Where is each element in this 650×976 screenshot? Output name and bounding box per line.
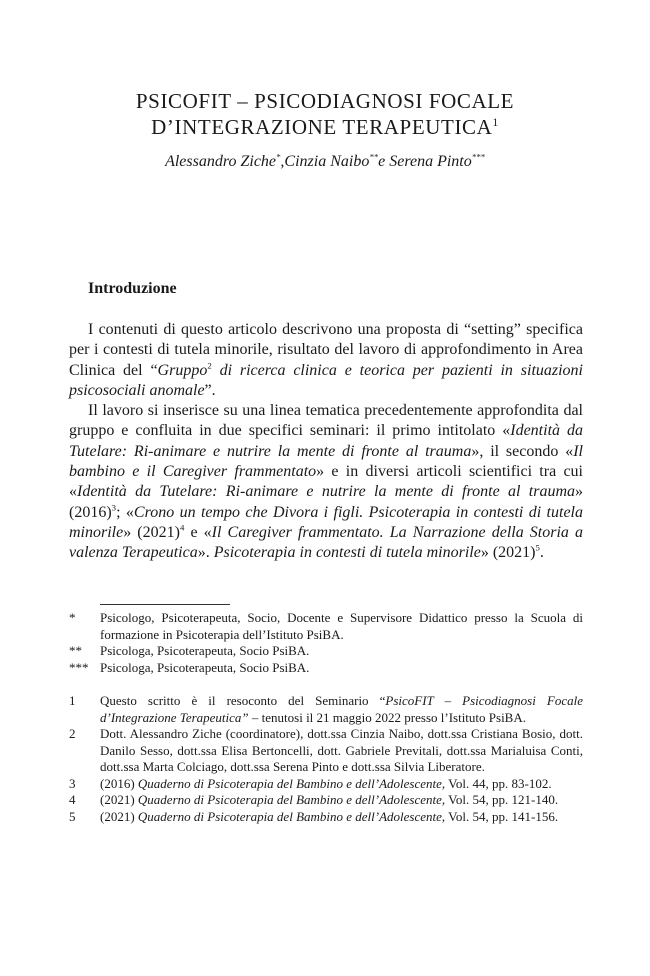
author-note: * Psicologo, Psicoterapeuta, Socio, Docente e Supervisore Didattico presso la Scuola di formazione in Psicoterapia dell’Istituto PsiBA. (69, 610, 583, 642)
authors-line: Alessandro Ziche*,Cinzia Naibo**e Serena Pinto*** (165, 151, 485, 170)
footnote-ref-2[interactable]: 2 (207, 360, 212, 371)
section-heading: Introduzione (88, 280, 177, 297)
article-title-line-2: D’INTEGRAZIONE TERAPEUTICA$^1$ (151, 115, 499, 139)
footnotes (69, 693, 583, 825)
footnote-ref-3[interactable]: 3 (111, 502, 117, 513)
footnote-1: 1 Questo scritto è il resoconto del Seminario “PsicoFIT – Psicodiagnosi Focale d’Integrazione Terapeutica” – tenutosi il 21 maggio 2022 presso l’Istituto PsiBA. (69, 693, 584, 725)
title-footnote-ref[interactable]: 1 (492, 117, 499, 129)
body-text (69, 320, 583, 564)
paragraph-1: I contenuti di questo articolo descrivono una proposta di “setting” specifica per i contesti di tutela minorile, risultato del lavoro di approfondimento in Area Clinica del “Gruppo$^2$ di ricerca clinica e teorica per pazienti in situazioni psicosociali anomale”. (69, 321, 584, 399)
paragraph-2: Il lavoro si inserisce su una linea tematica precedentemente approfondita dal gruppo e confluita in due specifici seminari: il primo intitolato «Identità da Tutelare: Ri-animare e nutrire la mente di fronte al trauma», il secondo «Il bambino e il Caregiver frammentato» e in diversi articoli scientifici tra cui «Identità da Tutelare: Ri-animare e nutrire la mente di fronte al trauma» $(2016)^3$; «Crono un tempo che Divora i figli. Psicoterapia in contesti di tutela minorile» $(2021)^4$ e «Il Caregiver frammentato. La Narrazione della Storia a valenza Terapeutica». Psicoterapia in contesti di tutela minorile» $(2021)^5$. (69, 402, 584, 562)
footnote-ref-5[interactable]: 5 (535, 542, 540, 553)
footnote-2: 2 Dott. Alessandro Ziche (coordinatore), dott.ssa Cinzia Naibo, dott.ssa Cristiana Bosio, dott. Danilo Sesso, dott.ssa Elisa Bertoncelli, dott. Gabriele Previtali, dott.ssa Marialuisa Conti, dott.ssa Marta Colciago, dott.ssa Serena Pinto e dott.ssa Silvia Liberatore. (69, 726, 583, 774)
author-note: ** Psicologa, Psicoterapeuta, Socio PsiBA. (69, 643, 310, 658)
footnote-ref-4[interactable]: 4 (179, 522, 185, 533)
article-title-line-1: PSICOFIT – PSICODIAGNOSI FOCALE (135, 89, 515, 113)
footnote-5: 5 (2021) Quaderno di Psicoterapia del Bambino e dell’Adolescente, Vol. 54, pp. 141-156. (69, 808, 559, 824)
author-note: *** Psicologa, Psicoterapeuta, Socio PsiBA. (69, 659, 310, 675)
author-2: Cinzia Naibo (284, 153, 370, 170)
author-1-mark: * (276, 151, 281, 162)
author-3: Serena Pinto (389, 153, 472, 170)
footnote-4: 4 (2021) Quaderno di Psicoterapia del Bambino e dell’Adolescente, Vol. 54, pp. 121-140. (69, 792, 559, 807)
author-3-mark: *** (471, 151, 485, 162)
author-2-mark: ** (369, 151, 379, 162)
footnote-3: 3 (2016) Quaderno di Psicoterapia del Bambino e dell’Adolescente, Vol. 44, pp. 83-102. (69, 775, 552, 791)
author-notes (69, 610, 583, 676)
author-1: Alessandro Ziche (165, 153, 277, 170)
footnote-divider (100, 604, 230, 605)
